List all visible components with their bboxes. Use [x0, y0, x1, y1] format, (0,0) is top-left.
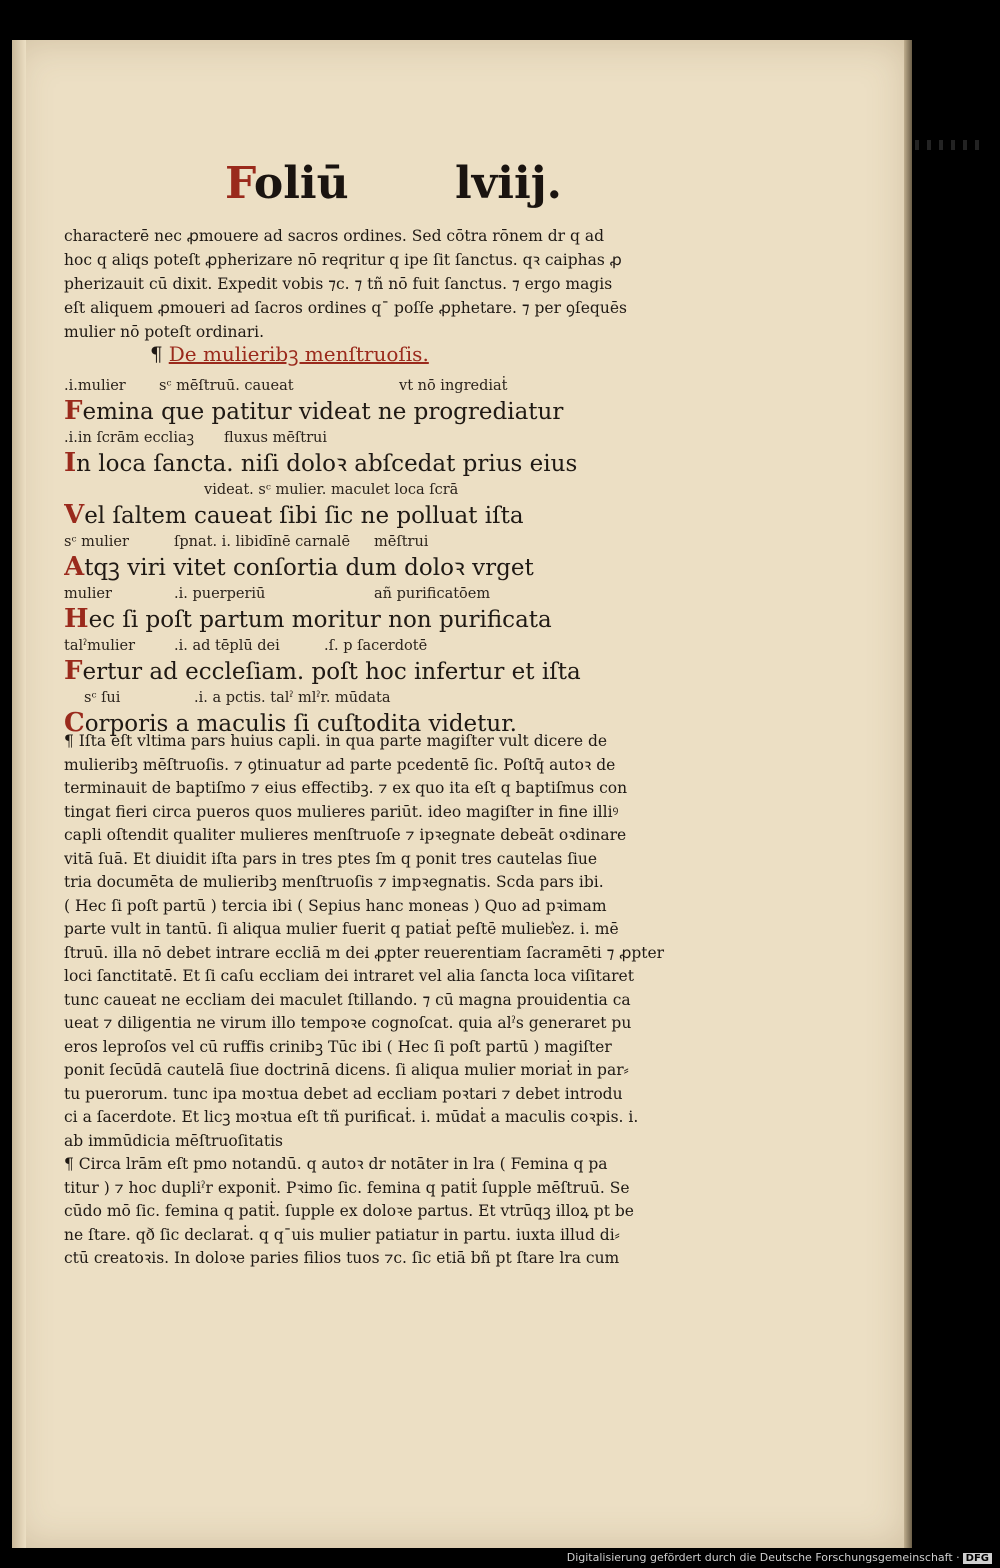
- gloss-word: videat. sᶜ mulier. maculet loca ſcrā: [204, 482, 459, 498]
- gloss-word: .i.in ſcrām eccliaꝫ: [64, 430, 195, 446]
- commentary-line: ( Hec ſi poſt partū ) tercia ibi ( Sepius hanc moneas ) Quo ad pꝛimam: [64, 896, 607, 915]
- interlinear-gloss: [64, 427, 704, 449]
- gloss-word: fluxus mēſtrui: [224, 430, 328, 446]
- intro-line: mulier nō poteſt ordinari.: [64, 323, 265, 341]
- gloss-word: .i. a pctis. talˀ mlˀr. mūdata: [194, 690, 391, 706]
- section-rubric: [150, 340, 429, 367]
- rubric-text: De mulieribꝫ menſtruoſis.: [168, 342, 429, 366]
- verse-initial: A: [64, 553, 85, 582]
- verse-initial: F: [64, 397, 83, 426]
- folio-word: [225, 158, 349, 209]
- gloss-word: mēſtrui: [374, 534, 429, 550]
- intro-line: pherizauit cū dixit. Expedit vobis ⁊c. ⁊ tñ nō fuit ſanctus. ⁊ ergo magis: [64, 275, 613, 293]
- commentary-line: tunc caueat ne eccliam dei maculet ſtillando. ⁊ cū magna prouidentia ca: [64, 990, 631, 1009]
- commentary-line: cūdo mō ſic. femina q patiṫ. ſupple ex doloꝛe partus. Et vtrūqꝫ illoꝝ pt be: [64, 1202, 634, 1220]
- verse-initial: H: [64, 605, 89, 634]
- verse-text: n loca ſancta. niſi doloꝛ abſcedat prius eius: [76, 451, 578, 477]
- verse-line: [64, 605, 704, 635]
- verse-text: tqꝫ viri vitet conſortia dum doloꝛ vrget: [84, 555, 534, 581]
- commentary-line: ne ſtare. qð ſic declaraṫ. q qˉuis mulier patiatur in partu. iuxta illud di⸗: [64, 1225, 620, 1244]
- verse-text: emina que patitur videat ne progrediatur: [82, 399, 564, 425]
- verse-line: [64, 657, 704, 687]
- verse-text: ertur ad eccleſiam. poſt hoc infertur et iſta: [82, 659, 581, 685]
- commentary-line: ¶ Iſta eſt vltima pars huius capli. in qua parte magiſter vult dicere de: [64, 732, 608, 750]
- verse-line: [64, 397, 704, 427]
- commentary-line: tria documēta de mulieribꝫ menſtruoſis ⁊ impꝛegnatis. Scda pars ibi.: [64, 873, 604, 891]
- commentary-line: ueat ⁊ diligentia ne virum illo tempoꝛe cognoſcat. quia alˀs generaret pu: [64, 1014, 632, 1032]
- interlinear-gloss: [64, 635, 704, 657]
- verse-block: [64, 375, 704, 739]
- gloss-word: añ purificatōem: [374, 586, 491, 602]
- verse-initial: F: [64, 657, 83, 686]
- gloss-word: sᶜ mēſtruū. caueat: [159, 378, 294, 394]
- gloss-word: sᶜ ſui: [84, 690, 121, 706]
- commentary-line: tingat fieri circa pueros quos mulieres pariūt. ideo magiſter in fine illiꝰ: [64, 802, 619, 821]
- verse-line: [64, 449, 704, 479]
- commentary-block: [64, 730, 704, 1271]
- verse-text: orporis a maculis ſi cuſtodita videtur.: [84, 711, 517, 737]
- interlinear-gloss: [64, 531, 704, 553]
- gloss-word: ſpnat. i. libidīnē carnalē: [174, 534, 351, 550]
- folio-word-rest: oliū: [253, 158, 349, 209]
- intro-line: eſt aliquem ꝓmoueri ad ſacros ordines qˉ poſſe ꝓphetare. ⁊ per ꝯſequēs: [64, 299, 627, 317]
- commentary-line: parte vult in tantū. ſi aliqua mulier fuerit q patiaṫ peſtē mulieb͛ez. i. mē: [64, 920, 619, 938]
- gloss-word: .ſ. p ſacerdotē: [324, 638, 428, 654]
- commentary-line: tu puerorum. tunc ipa moꝛtua debet ad eccliam poꝛtari ⁊ debet introdu: [64, 1084, 623, 1103]
- credit-text: Digitalisierung gefördert durch die Deutsche Forschungsgemeinschaft ·: [566, 1551, 960, 1564]
- commentary-line: ci a ſacerdote. Et licꝫ moꝛtua eſt tñ purificaṫ. i. mūdaṫ a maculis coꝛpis. i.: [64, 1108, 639, 1126]
- commentary-line: terminauit de baptiſmo ⁊ eius effectibꝫ. ⁊ ex quo ita eſt q baptiſmus con: [64, 779, 628, 797]
- pilcrow-mark: ¶: [150, 342, 163, 366]
- commentary-line: ctū creatoꝛis. In doloꝛe paries filios tuos ⁊c. ſic etiā bñ pt ſtare lra cum: [64, 1249, 620, 1267]
- verse-initial: I: [64, 449, 77, 478]
- verse-text: ec ſi poſt partum moritur non purificata: [88, 607, 552, 633]
- gloss-word: mulier: [64, 586, 112, 602]
- intro-line: hoc q aliqs poteſt ꝓpherizare nō reqritur q ipe ſit ſanctus. qꝛ caiphas ꝓ: [64, 251, 622, 269]
- intro-line: characterē nec ꝓmouere ad sacros ordines. Sed cōtra rōnem dr q ad: [64, 227, 605, 245]
- interlinear-gloss: [64, 687, 704, 709]
- verse-line: [64, 501, 704, 531]
- commentary-line: loci ſanctitatē. Et ſi caſu eccliam dei intraret vel alia ſancta loca viſitaret: [64, 967, 634, 985]
- folio-initial: F: [225, 158, 254, 209]
- commentary-line: ſtruū. illa nō debet intrare eccliā m dei ꝓpter reuerentiam ſacramēti ⁊ ꝓpter: [64, 943, 665, 962]
- gloss-word: .i.mulier: [64, 378, 126, 394]
- gloss-word: talˀmulier: [64, 638, 136, 654]
- commentary-line: ab immūdicia mēſtruoſitatis: [64, 1131, 283, 1150]
- verse-initial: V: [64, 501, 85, 530]
- intro-paragraph: [64, 224, 704, 344]
- commentary-line: titur ) ⁊ hoc dupliˀr exponiṫ. Pꝛimo ſic. femina q patiṫ ſupple mēſtruū. Se: [64, 1178, 630, 1197]
- commentary-line: vitā ſuā. Et diuidit iſta pars in tres ptes ſm q ponit tres cautelas ſiue: [64, 849, 598, 868]
- folio-header: [225, 158, 605, 218]
- commentary-line: capli oſtendit qualiter mulieres menſtruoſe ⁊ ipꝛegnate debeāt oꝛdinare: [64, 826, 627, 844]
- gloss-word: .i. puerperiū: [174, 586, 266, 602]
- gloss-word: sᶜ mulier: [64, 534, 129, 550]
- gloss-word: .i. ad tēplū dei: [174, 638, 280, 654]
- page-edge: [904, 40, 912, 1548]
- interlinear-gloss: [64, 479, 704, 501]
- verse-initial: C: [64, 709, 85, 738]
- commentary-line: eros leproſos vel cū ruffis crinibꝫ Tūc ibi ( Hec ſi poſt partū ) magiſter: [64, 1037, 612, 1056]
- interlinear-gloss: [64, 375, 704, 397]
- commentary-line: mulieribꝫ mēſtruoſis. ⁊ ꝯtinuatur ad parte pcedentē ſic. Poſtq̄ autoꝛ de: [64, 755, 616, 774]
- commentary-line: ponit ſecūdā cautelā ſiue doctrinā dicens. ſi aliqua mulier moriaṫ in par⸗: [64, 1061, 629, 1079]
- interlinear-gloss: [64, 583, 704, 605]
- commentary-line: ¶ Circa lrām eſt pmo notandū. q autoꝛ dr notāter in lra ( Femina q pa: [64, 1155, 608, 1173]
- dfg-logo: DFG: [963, 1553, 992, 1564]
- digitization-credit: [567, 1551, 992, 1564]
- scan-edge-marks: [915, 140, 985, 150]
- gloss-word: vt nō ingrediaṫ: [399, 378, 508, 394]
- verse-text: el ſaltem caueat ſibi ſic ne polluat iſta: [84, 503, 524, 529]
- verse-line: [64, 553, 704, 583]
- folio-number: lviij.: [455, 158, 562, 209]
